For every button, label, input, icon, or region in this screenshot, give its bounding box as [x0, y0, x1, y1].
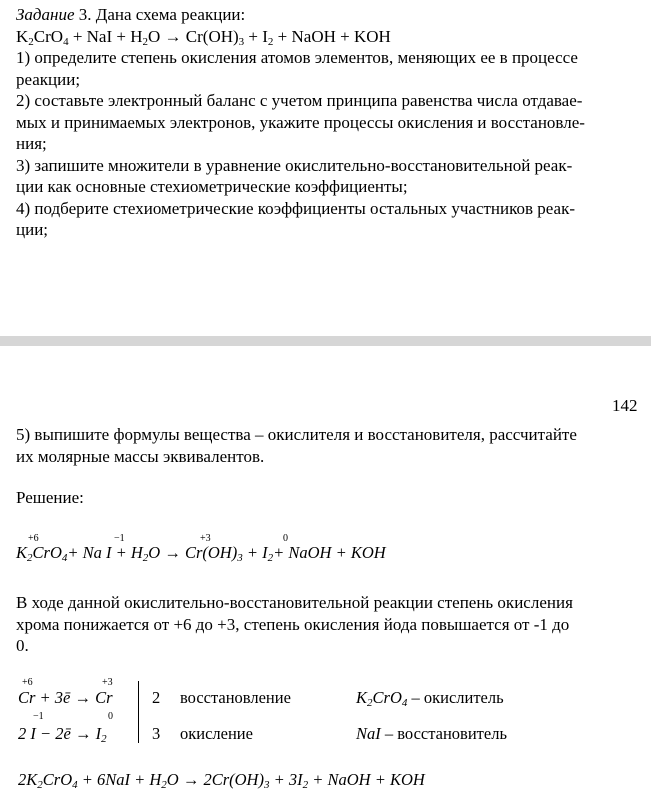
balance-row2-agent: NaI – восстановитель [356, 724, 507, 743]
item-5-cont: их молярные массы эквивалентов. [16, 446, 265, 466]
item-2-cont: мых и принимаемых электронов, укажите процессы окисления и восстановле- [16, 112, 585, 132]
balance-ox-i0: 0 [108, 711, 113, 722]
item-2: 2) составьте электронный баланс с учетом принципа равенства числа отдавае- [16, 91, 583, 110]
balance-ox-i-minus1: −1 [33, 711, 44, 722]
solution-label: Решение: [16, 488, 84, 507]
task-title: Задание 3. Дана схема реакции: [16, 5, 246, 24]
explanation-line-3: 0. [16, 636, 29, 655]
ox-cr-product: +3 [200, 533, 211, 544]
explanation-line-2: хрома понижается от +6 до +3, степень окисления йода повышается от -1 до [16, 614, 570, 634]
ox-cr: +6 [28, 533, 39, 544]
balance-row1-process: восстановление [180, 688, 291, 707]
item-5: 5) выпишите формулы вещества – окислителя и восстановителя, рассчитайте [16, 425, 577, 444]
balance-ox-cr6: +6 [22, 677, 33, 688]
item-4: 4) подберите стехиометрические коэффициенты остальных участников реак- [16, 198, 576, 218]
balance-row2-equation: 2 I − 2ē → $I_2$ [18, 724, 107, 745]
reaction-equation: $K_2CrO_4+ Na$ $I + H_2O \to Cr(OH)_3 + I_2+$ NaOH + KOH [16, 543, 386, 564]
ox-i2: 0 [283, 533, 288, 544]
item-1: 1) определите степень окисления атомов элементов, меняющих ее в процессе [16, 48, 578, 67]
page-number: 142 [612, 396, 638, 415]
task-block [16, 0, 641, 241]
item-5-block [16, 424, 641, 467]
page-divider [0, 336, 651, 346]
ox-i: −1 [114, 533, 125, 544]
balance-separator [138, 681, 139, 743]
item-2-cont2: ния; [16, 134, 47, 153]
balance-ox-cr3: +3 [102, 677, 113, 688]
reaction-scheme: $K_2CrO_4$ + NaI + $H_2O \to Cr(OH)_3 + I_2$ + NaOH + KOH [16, 26, 391, 48]
explanation-paragraph [16, 592, 641, 657]
item-3: 3) запишите множители в уравнение окислительно-восстановительной реак- [16, 155, 573, 175]
balance-row1-multiplier: 2 [152, 688, 161, 707]
balance-row2-process: окисление [180, 724, 253, 743]
item-4-cont: ции; [16, 220, 49, 239]
balance-row1-agent: $K_2CrO_4$ – окислитель [356, 688, 504, 709]
item-1-cont: реакции; [16, 69, 81, 89]
explanation-line-1: В ходе данной окислительно-восстановительной реакции степень окисления [16, 593, 573, 612]
item-3-cont: ции как основные стехиометрические коэффициенты; [16, 177, 408, 196]
balance-row1-equation: Cr + 3ē → Cr [18, 688, 113, 707]
final-equation: $2K_2CrO_4 + 6NaI + H_2O \to 2Cr(OH)_3 + 3I_2$ + NaOH + KOH [18, 770, 425, 791]
balance-row2-multiplier: 3 [152, 724, 161, 743]
